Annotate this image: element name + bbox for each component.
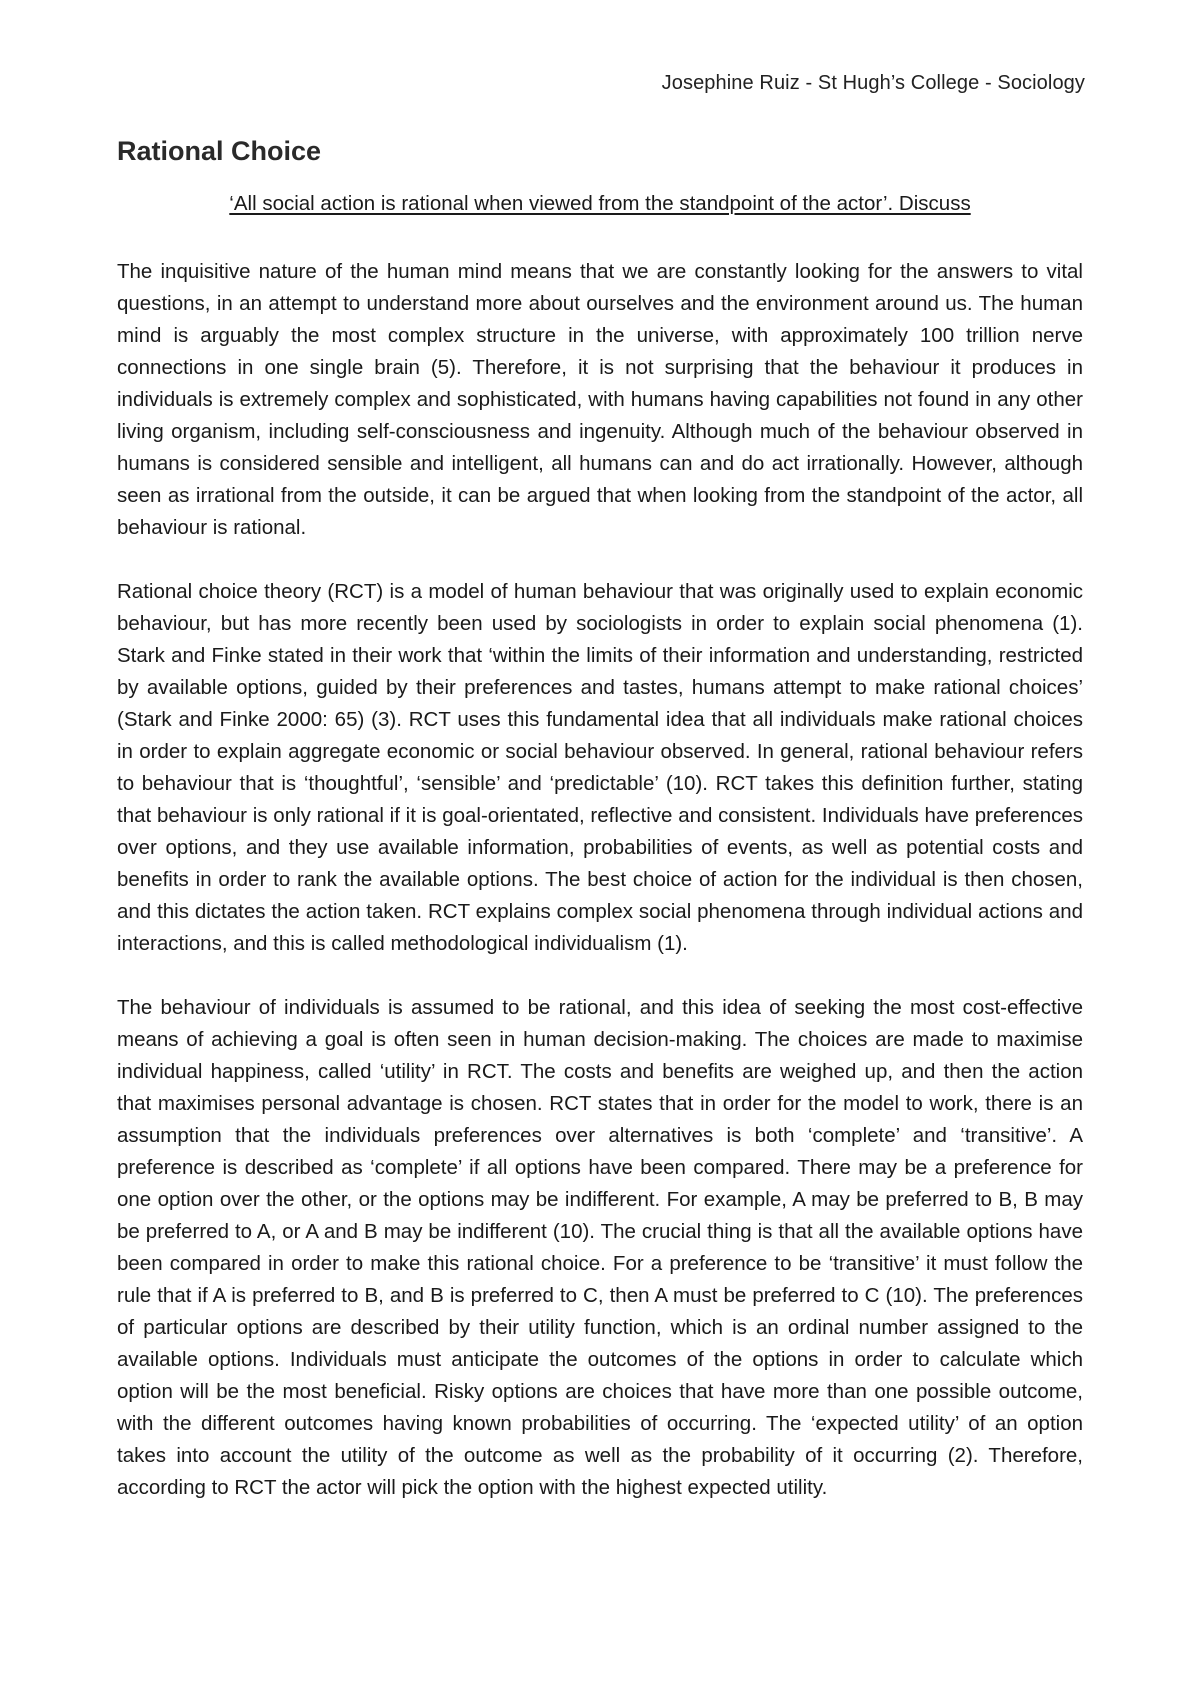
essay-question: ‘All social action is rational when viewed from the standpoint of the actor’. Discuss xyxy=(229,192,971,215)
essay-body xyxy=(117,256,1083,1536)
running-header: Josephine Ruiz - St Hugh’s College - Sociology xyxy=(661,72,1085,94)
paragraph-rct-definition: Rational choice theory (RCT) is a model of human behaviour that was originally used to explain economic behaviour, but has more recently been used by sociologists in order to explain social phenomena (1). Stark and Finke stated in their work that ‘within the limits of their information and understanding, restricted by available options, guided by their preferences and tastes, humans attempt to make rational choices’ (Stark and Finke 2000: 65) (3). RCT uses this fundamental idea that all individuals make rational choices in order to explain aggregate economic or social behaviour observed. In general, rational behaviour refers to behaviour that is ‘thoughtful’, ‘sensible’ and ‘predictable’ (10). RCT takes this definition further, stating that behaviour is only rational if it is goal-orientated, reflective and consistent. Individuals have preferences over options, and they use available information, probabilities of events, as well as potential costs and benefits in order to rank the available options. The best choice of action for the individual is then chosen, and this dictates the action taken. RCT explains complex social phenomena through individual actions and interactions, and this is called methodological individualism (1). xyxy=(117,580,1083,955)
paragraph-intro: The inquisitive nature of the human mind means that we are constantly looking for the answers to vital questions, in an attempt to understand more about ourselves and the environment around us. The human mind is arguably the most complex structure in the universe, with approximately 100 trillion nerve connections in one single brain (5). Therefore, it is not surprising that the behaviour it produces in individuals is extremely complex and sophisticated, with humans having capabilities not found in any other living organism, including self-consciousness and ingenuity. Although much of the behaviour observed in humans is considered sensible and intelligent, all humans can and do act irrationally. However, although seen as irrational from the outside, it can be argued that when looking from the standpoint of the actor, all behaviour is rational. xyxy=(117,260,1083,539)
paragraph-preferences: The behaviour of individuals is assumed to be rational, and this idea of seeking the most cost-effective means of achieving a goal is often seen in human decision-making. The choices are made to maximise individual happiness, called ‘utility’ in RCT. The costs and benefits are weighed up, and then the action that maximises personal advantage is chosen. RCT states that in order for the model to work, there is an assumption that the individuals preferences over alternatives is both ‘complete’ and ‘transitive’. A preference is described as ‘complete’ if all options have been compared. There may be a preference for one option over the other, or the options may be indifferent. For example, A may be preferred to B, B may be preferred to A, or A and B may be indifferent (10). The crucial thing is that all the available options have been compared in order to make this rational choice. For a preference to be ‘transitive’ it must follow the rule that if A is preferred to B, and B is preferred to C, then A must be preferred to C (10). The preferences of particular options are described by their utility function, which is an ordinal number assigned to the available options. Individuals must anticipate the outcomes of the options in order to calculate which option will be the most beneficial. Risky options are choices that have more than one possible outcome, with the different outcomes having known probabilities of occurring. The ‘expected utility’ of an option takes into account the utility of the outcome as well as the probability of it occurring (2). Therefore, according to RCT the actor will pick the option with the highest expected utility. xyxy=(117,996,1083,1499)
page-title: Rational Choice xyxy=(117,136,322,166)
